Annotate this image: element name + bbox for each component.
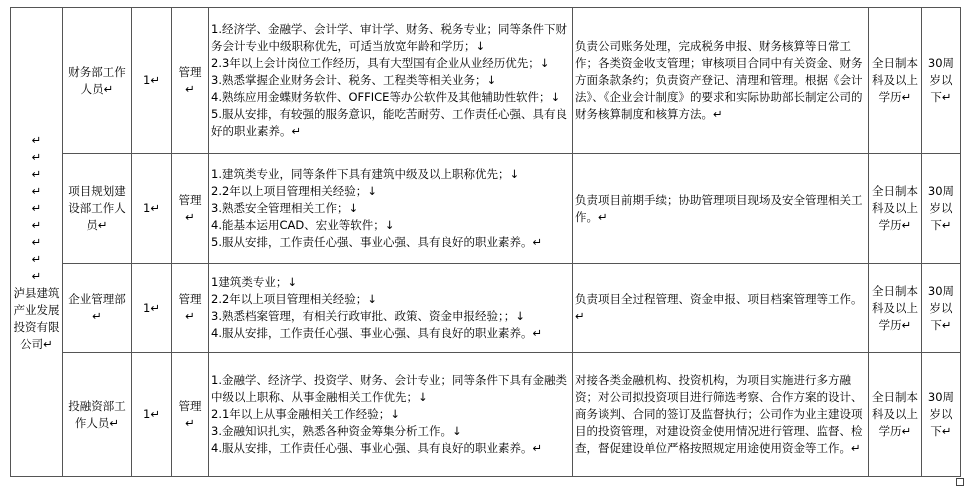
requirement-item: 2.2年以上项目管理相关经验；↓ — [211, 184, 377, 198]
age-requirement: 30周岁以下↵ — [922, 353, 961, 477]
organization-cell — [11, 8, 63, 477]
table-row — [11, 264, 961, 353]
requirement-item: 5.服从安排，工作责任心强、事业心强、具有良好的职业素养。↵ — [211, 235, 543, 249]
table-end-marker — [956, 478, 964, 486]
education-requirement: 全日制本科及以上学历↵ — [869, 264, 922, 353]
paragraph-mark: ↵ — [31, 166, 42, 181]
position-name: 投融资部工作人员↵ — [63, 353, 132, 477]
requirement-item: 2.3年以上会计岗位工作经历，具有大型国有企业从业经历优先；↓ — [211, 56, 550, 70]
requirement-item: 4.服从安排，工作责任心强、事业心强、具有良好的职业素养。↵ — [211, 326, 543, 340]
paragraph-mark: ↵ — [31, 183, 42, 198]
education-requirement: 全日制本科及以上学历↵ — [869, 353, 922, 477]
position-name: 企业管理部↵ — [63, 264, 132, 353]
headcount: 1↵ — [132, 264, 172, 353]
position-category: 管理↵ — [172, 353, 209, 477]
requirement-item: 3.熟悉档案管理，有相关行政审批、政策、资金申报经验；；↓ — [211, 309, 525, 323]
requirement-item: 3.熟悉掌握企业财务会计、税务、工程类等相关业务；↓ — [211, 73, 497, 87]
position-category: 管理↵ — [172, 154, 209, 264]
requirement-item: 1.金融学、经济学、投资学、财务、会计专业；同等条件下具有金融类中级以上职称、从事金融相关工作优先；↓ — [211, 373, 567, 404]
requirement-item: 4.能基本运用CAD、宏业等软件；↓ — [211, 218, 395, 232]
requirement-item: 1.经济学、金融学、会计学、审计学、财务、税务专业；同等条件下财务会计专业中级职称优先，可适当放宽年龄和学历；↓ — [211, 22, 567, 53]
recruitment-table — [10, 7, 961, 477]
duties-cell: 负责公司账务处理，完成税务申报、财务核算等日常工作；各类资金收支管理；审核项目合同中有关资金、财务方面条款条约；负责资产登记、清理和管理。根据《会计法》、《企业会计制度》的要求和实际协助部长制定公司的财务核算制度和核算方法。↵ — [573, 8, 869, 154]
requirement-item: 5.服从安排，有较强的服务意识，能吃苦耐劳、工作责任心强、具有良好的职业素养。↵ — [211, 107, 567, 138]
requirements-cell — [209, 8, 573, 154]
requirement-item: 2.2年以上项目管理相关经验；↓ — [211, 292, 377, 306]
requirement-item: 1.建筑类专业，同等条件下具有建筑中级及以上职称优先；↓ — [211, 167, 520, 181]
organization-name: 泸县建筑产业发展投资有限公司↵ — [13, 285, 60, 351]
table-row — [11, 353, 961, 477]
position-category: 管理↵ — [172, 264, 209, 353]
education-requirement: 全日制本科及以上学历↵ — [869, 8, 922, 154]
age-requirement: 30周岁以下↵ — [922, 8, 961, 154]
paragraph-mark: ↵ — [31, 149, 42, 164]
paragraph-mark: ↵ — [31, 200, 42, 215]
requirement-item: 2.1年以上从事金融相关工作经验；↓ — [211, 407, 400, 421]
duties-cell: 负责项目前期手续；协助管理项目现场及安全管理相关工作。↵ — [573, 154, 869, 264]
duties-cell: 对接各类金融机构、投资机构，为项目实施进行多方融资；对公司拟投资项目进行筛选考察、合作方案的设计、商务谈判、合同的签订及监督执行；公司作为业主建设项目的投资管理，对建设资金使用情况进行管理、监督、检查，督促建设单位严格按照规定用途使用资金等工作。↵ — [573, 353, 869, 477]
requirement-item: 4.服从安排，工作责任心强、事业心强、具有良好的职业素养。↵ — [211, 441, 543, 455]
duties-cell: 负责项目全过程管理、资金申报、项目档案管理等工作。↵ — [573, 264, 869, 353]
headcount: 1↵ — [132, 353, 172, 477]
paragraph-mark: ↵ — [31, 251, 42, 266]
requirement-item: 1建筑类专业；↓ — [211, 275, 297, 289]
paragraph-mark: ↵ — [31, 268, 42, 283]
position-category: 管理↵ — [172, 8, 209, 154]
position-name: 项目规划建设部工作人员↵ — [63, 154, 132, 264]
position-name: 财务部工作人员↵ — [63, 8, 132, 154]
requirements-cell — [209, 353, 573, 477]
headcount: 1↵ — [132, 154, 172, 264]
headcount: 1↵ — [132, 8, 172, 154]
requirement-item: 4.熟练应用金蝶财务软件、OFFICE等办公软件及其他辅助性软件；↓ — [211, 90, 561, 104]
age-requirement: 30周岁以下↵ — [922, 264, 961, 353]
table-row — [11, 154, 961, 264]
paragraph-mark: ↵ — [31, 217, 42, 232]
paragraph-mark: ↵ — [31, 234, 42, 249]
requirement-item: 3.熟悉安全管理相关工作；↓ — [211, 201, 359, 215]
table-row — [11, 8, 961, 154]
requirements-cell — [209, 264, 573, 353]
paragraph-mark: ↵ — [31, 132, 42, 147]
requirements-cell — [209, 154, 573, 264]
education-requirement: 全日制本科及以上学历↵ — [869, 154, 922, 264]
age-requirement: 30周岁以下↵ — [922, 154, 961, 264]
requirement-item: 3.金融知识扎实，熟悉各种资金筹集分析工作。↓ — [211, 424, 462, 438]
